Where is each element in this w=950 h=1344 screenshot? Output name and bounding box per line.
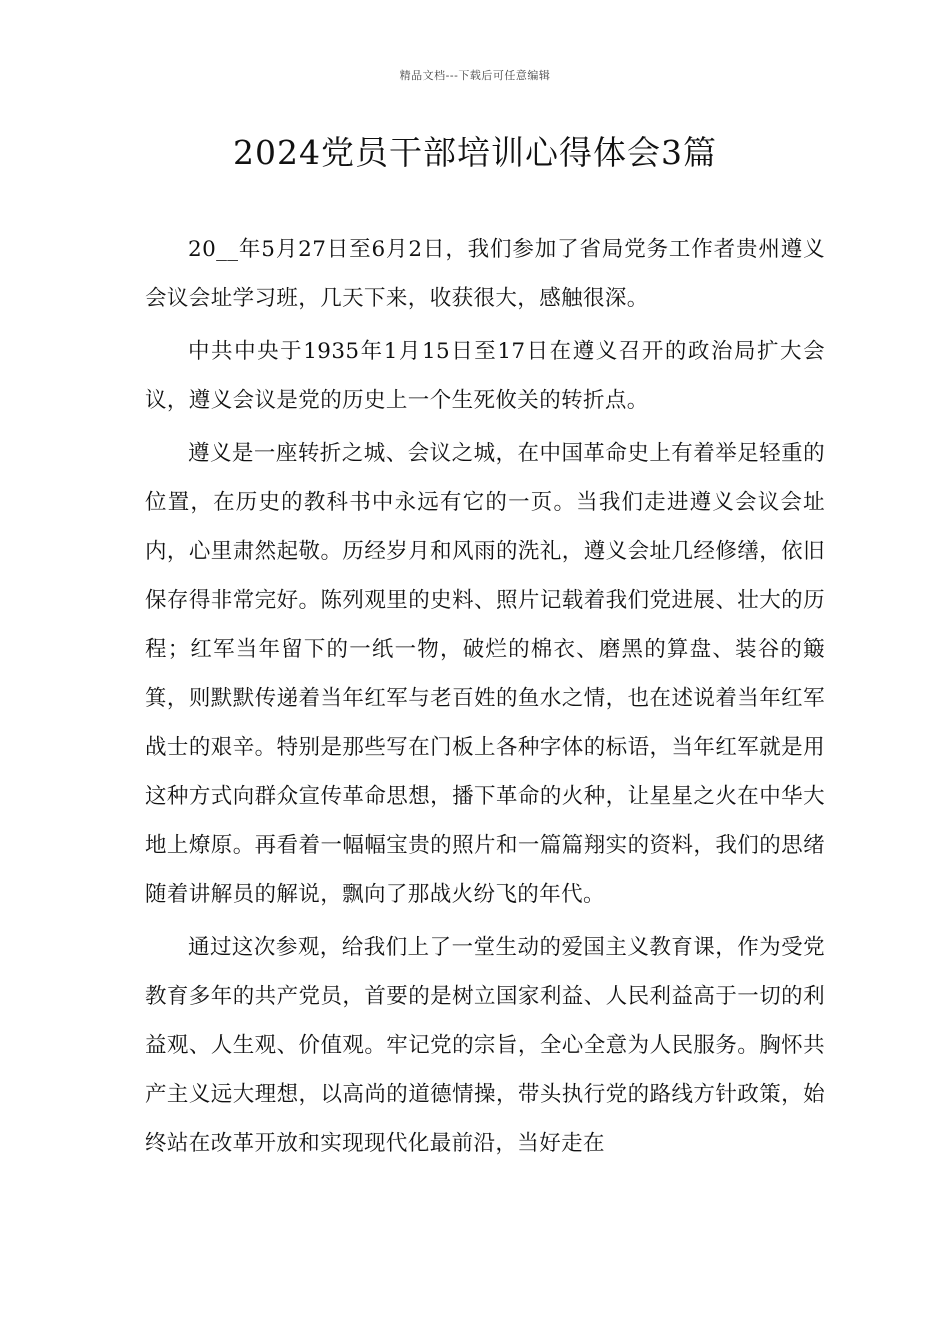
paragraph-2: 中共中央于1935年1月15日至17日在遵义召开的政治局扩大会议，遵义会议是党的历史上一个生死攸关的转折点。 (145, 339, 825, 413)
paragraph-1: 20__年5月27日至6月2日，我们参加了省局党务工作者贵州遵义会议会址学习班，几天下来，收获很大，感触很深。 (145, 237, 825, 311)
paragraph-4: 通过这次参观，给我们上了一堂生动的爱国主义教育课，作为受党教育多年的共产党员，首要的是树立国家利益、人民利益高于一切的利益观、人生观、价值观。牢记党的宗旨，全心全意为人民服务。胸怀共产主义远大理想，以高尚的道德情操，带头执行党的路线方针政策，始终站在改革开放和实现现代化最前沿，当好走在 (145, 935, 825, 1156)
document-title: 2024党员干部培训心得体会3篇 (233, 133, 717, 172)
header-note: 精品文档---下载后可任意编辑 (399, 69, 551, 82)
paragraph-3: 遵义是一座转折之城、会议之城，在中国革命史上有着举足轻重的位置，在历史的教科书中永远有它的一页。当我们走进遵义会议会址内，心里肃然起敬。历经岁月和风雨的洗礼，遵义会址几经修缮，依旧保存得非常完好。陈列观里的史料、照片记载着我们党进展、壮大的历程；红军当年留下的一纸一物，破烂的棉衣、磨黑的算盘、装谷的簸箕，则默默传递着当年红军与老百姓的鱼水之情，也在述说着当年红军战士的艰辛。特别是那些写在门板上各种字体的标语，当年红军就是用这种方式向群众宣传革命思想，播下革命的火种，让星星之火在中华大地上燎原。再看着一幅幅宝贵的照片和一篇篇翔实的资料，我们的思绪随着讲解员的解说，飘向了那战火纷飞的年代。 (145, 441, 825, 907)
document-body (145, 225, 825, 1172)
